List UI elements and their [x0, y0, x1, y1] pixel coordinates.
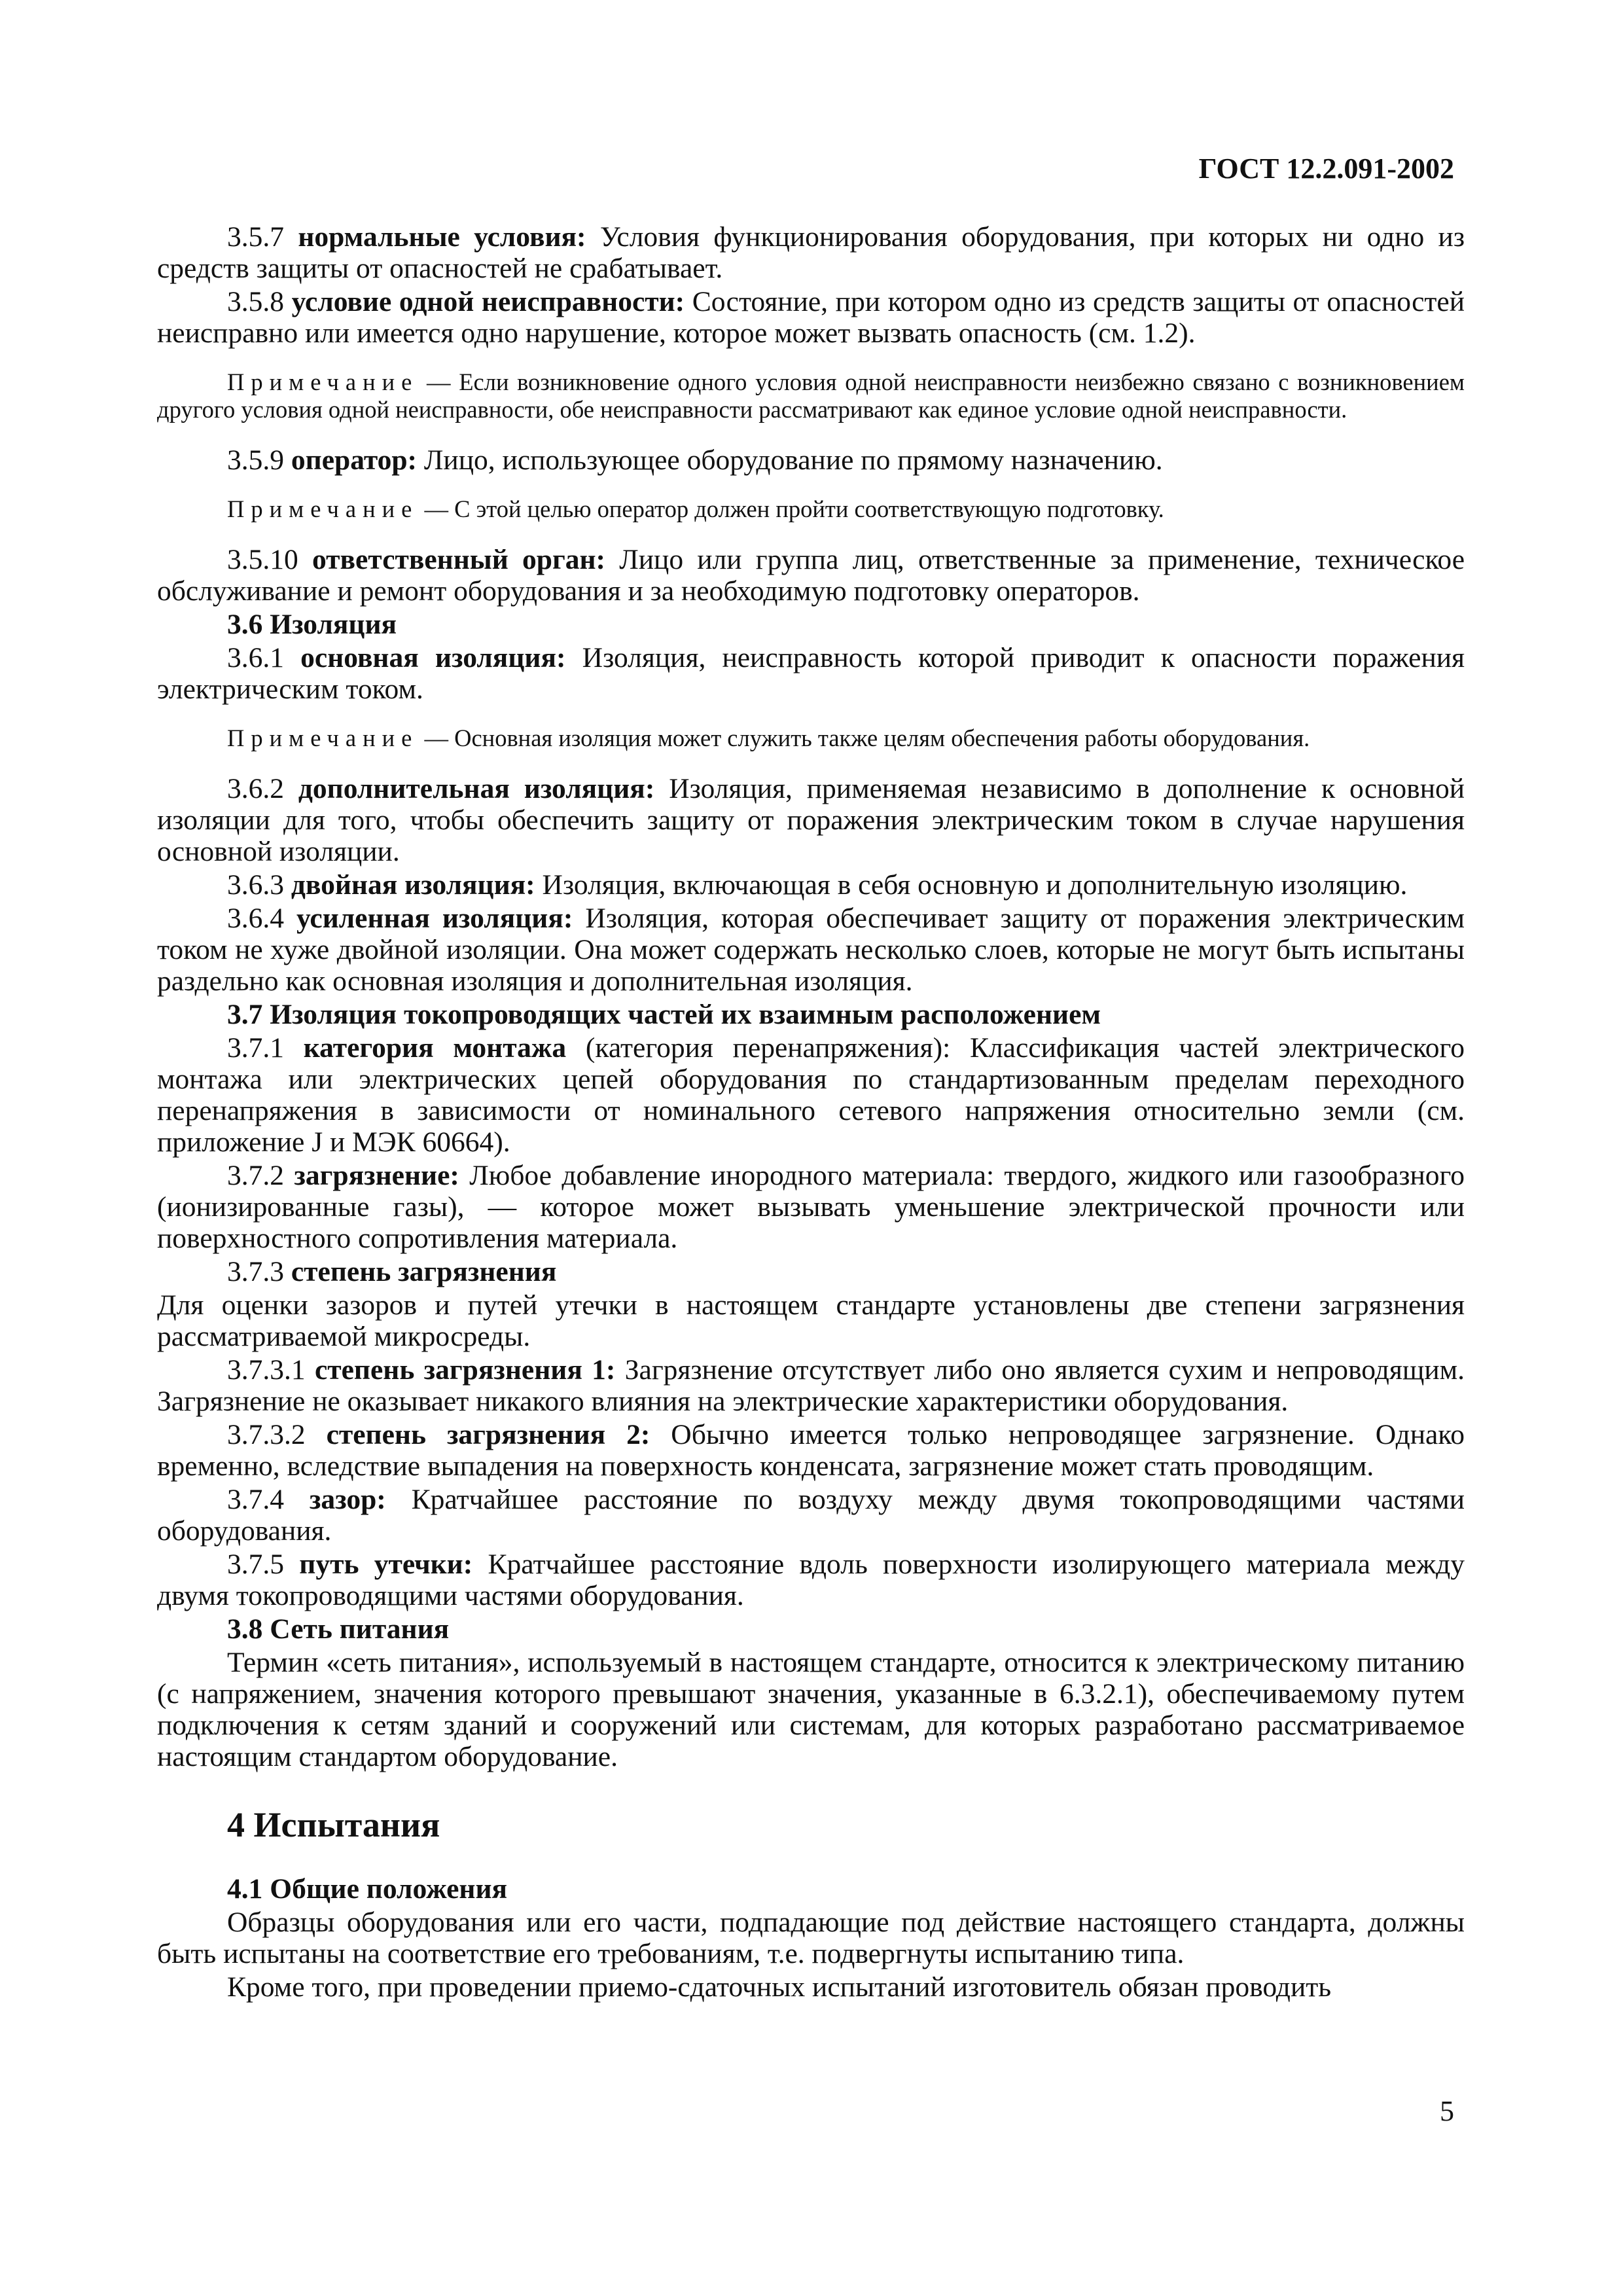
clause-3-7-3-text: Для оценки зазоров и путей утечки в настоящем стандарте установлены две степени загрязнения рассматриваемой микросреды. [157, 1289, 1465, 1352]
definition: Изоляция, включающая в себя основную и дополнительную изоляцию. [535, 869, 1408, 901]
note-text: — Если возникновение одного условия одной неисправности неизбежно связано с возникновением другого условия одной неисправности, обе неисправности рассматривают как единое условие одной неисправности. [157, 368, 1465, 423]
clause-number: 3.7.2 [227, 1160, 284, 1191]
definition: (категория перенапряжения): Классификация частей электрического монтажа или электрических цепей оборудования по стандартизованным пределам переходного перенапряжения в зависимости от номинального сетевого напряжения относительно земли (см. приложение J и МЭК 60664). [157, 1032, 1465, 1158]
definition: Загрязнение отсутствует либо оно является сухим и непроводящим. Загрязнение не оказывает никакого влияния на электрические характеристики оборудования. [157, 1354, 1465, 1417]
clause-3-7-5 [157, 1549, 1465, 1611]
document-id: ГОСТ 12.2.091-2002 [1198, 152, 1454, 185]
clause-number: 3.6.4 [227, 903, 284, 934]
clause-3-7-2 [157, 1160, 1465, 1254]
definition: Любое добавление инородного материала: твердого, жидкого или газообразного (ионизированные газы), — которое может вызывать уменьшение электрической прочности или поверхностного сопротивления материала. [157, 1160, 1465, 1254]
term: ответственный орган: [312, 544, 606, 575]
clause-3-6-2 [157, 773, 1465, 867]
clause-3-5-9 [157, 444, 1465, 476]
note-3 [157, 725, 1465, 752]
definition: Кратчайшее расстояние вдоль поверхности изолирующего материала между двумя токопроводящими частями оборудования. [157, 1549, 1465, 1611]
clause-3-5-10 [157, 544, 1465, 607]
clause-3-6-3 [157, 869, 1465, 901]
section-4-heading: 4 Испытания [227, 1805, 440, 1844]
clause-number: 3.5.9 [227, 444, 284, 476]
clause-4-1-paragraph-1: Образцы оборудования или его части, подпадающие под действие настоящего стандарта, должны быть испытаны на соответствие его требованиям, т.е. подвергнуты испытанию типа. [157, 1907, 1465, 1969]
subsection-3-8: 3.8 Сеть питания [227, 1613, 450, 1645]
clause-3-7-3-2 [157, 1419, 1465, 1482]
note-2 [157, 495, 1465, 523]
term: усиленная изоляция: [296, 903, 573, 934]
definition: Изоляция, неисправность которой приводит к опасности поражения электрическим током. [157, 642, 1465, 705]
clause-3-6-4 [157, 903, 1465, 997]
clause-number: 3.7.3 [227, 1256, 284, 1287]
subsection-3-7: 3.7 Изоляция токопроводящих частей их взаимным расположением [227, 999, 1101, 1030]
term: основная изоляция: [300, 642, 566, 673]
clause-number: 3.6.1 [227, 642, 284, 673]
clause-3-7-3 [157, 1256, 1465, 1287]
clause-3-7-1 [157, 1032, 1465, 1158]
clause-number: 3.7.1 [227, 1032, 284, 1064]
note-1 [157, 368, 1465, 423]
term: нормальные условия: [298, 221, 586, 253]
term: условие одной неисправности: [291, 286, 685, 317]
term: категория монтажа [303, 1032, 567, 1064]
definition: Изоляция, которая обеспечивает защиту от поражения электрическим током не хуже двойной изоляции. Она может содержать несколько слоев, которые не могут быть испытаны раздельно как основная изоляция и дополнительная изоляция. [157, 903, 1465, 997]
clause-3-7-4 [157, 1484, 1465, 1547]
definition: Кратчайшее расстояние по воздуху между двумя токопроводящими частями оборудования. [157, 1484, 1465, 1547]
term: степень загрязнения [291, 1256, 557, 1287]
subsection-4-1: 4.1 Общие положения [227, 1873, 508, 1905]
term: загрязнение: [294, 1160, 459, 1191]
term: дополнительная изоляция: [298, 773, 655, 804]
clause-3-5-8 [157, 286, 1465, 349]
term: степень загрязнения 2: [326, 1419, 651, 1450]
clause-3-7-3-1 [157, 1354, 1465, 1417]
clause-number: 3.5.8 [227, 286, 284, 317]
subsection-3-6: 3.6 Изоляция [227, 609, 397, 640]
clause-number: 3.6.2 [227, 773, 284, 804]
note-text: — С этой целью оператор должен пройти соответствующую подготовку. [418, 495, 1164, 522]
definition: Условия функционирования оборудования, при которых ни одно из средств защиты от опасностей не срабатывает. [157, 221, 1465, 284]
term: зазор: [309, 1484, 386, 1515]
definition: Лицо, использующее оборудование по прямому назначению. [417, 444, 1163, 476]
clause-3-6-1 [157, 642, 1465, 705]
note-text: — Основная изоляция может служить также целям обеспечения работы оборудования. [418, 725, 1310, 751]
term: двойная изоляция: [291, 869, 535, 901]
clause-3-8-text: Термин «сеть питания», используемый в настоящем стандарте, относится к электрическому питанию (с напряжением, значения которого превышают значения, указанные в 6.3.2.1), обеспечиваемому путем подключения к сетям зданий и сооружений или системам, для которых разработано рассматриваемое настоящим стандартом оборудование. [157, 1647, 1465, 1772]
clause-number: 3.6.3 [227, 869, 284, 901]
clause-number: 3.7.5 [227, 1549, 284, 1580]
definition: Лицо или группа лиц, ответственные за применение, техническое обслуживание и ремонт оборудования и за необходимую подготовку операторов. [157, 544, 1465, 607]
note-label: Примечание [227, 368, 419, 395]
clause-number: 3.5.10 [227, 544, 298, 575]
clause-number: 3.5.7 [227, 221, 284, 253]
definition: Состояние, при котором одно из средств защиты от опасностей неисправно или имеется одно нарушение, которое может вызвать опасность (см. 1.2). [157, 286, 1465, 349]
page-content [157, 221, 1465, 2005]
clause-number: 3.7.3.2 [227, 1419, 306, 1450]
note-label: Примечание [227, 495, 419, 522]
clause-number: 3.7.4 [227, 1484, 284, 1515]
clause-4-1-paragraph-2: Кроме того, при проведении приемо-сдаточных испытаний изготовитель обязан проводить [227, 1971, 1332, 2003]
definition: Обычно имеется только непроводящее загрязнение. Однако временно, вследствие выпадения на поверхность конденсата, загрязнение может стать проводящим. [157, 1419, 1465, 1482]
note-label: Примечание [227, 725, 419, 751]
term: оператор: [291, 444, 418, 476]
definition: Изоляция, применяемая независимо в дополнение к основной изоляции для того, чтобы обеспечить защиту от поражения электрическим током в случае нарушения основной изоляции. [157, 773, 1465, 867]
page-number: 5 [1440, 2095, 1454, 2127]
clause-3-5-7 [157, 221, 1465, 284]
term: степень загрязнения 1: [314, 1354, 616, 1386]
term: путь утечки: [299, 1549, 473, 1580]
clause-number: 3.7.3.1 [227, 1354, 306, 1386]
